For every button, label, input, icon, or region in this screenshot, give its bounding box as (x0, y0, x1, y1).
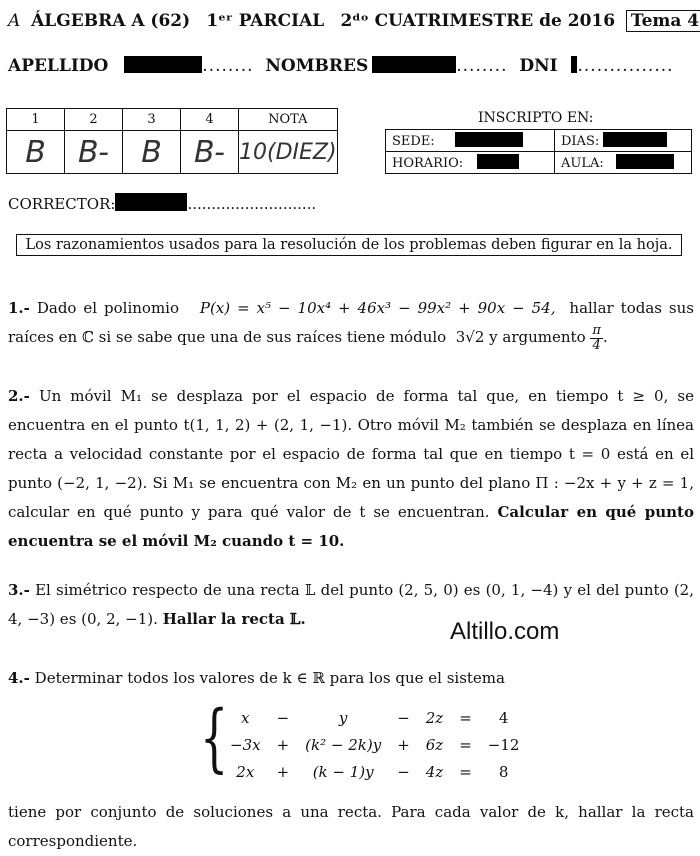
horario-cell (386, 152, 555, 174)
problem-1-body: hallar todas sus raíces en ℂ si se sabe que una de sus raíces tiene módulo (8, 299, 694, 346)
nombres-label: NOMBRES (265, 56, 369, 76)
corrector-label: CORRECTOR: (8, 195, 116, 213)
system-equals: = (459, 708, 472, 727)
grade-value: B- (181, 131, 239, 174)
grades-table (6, 108, 338, 174)
grade-value: B (7, 131, 65, 174)
aula-redacted (616, 154, 674, 169)
exam-term: 2ᵈᵒ CUATRIMESTRE de 2016 (340, 11, 616, 31)
apellido-redacted (124, 56, 202, 73)
system-row (222, 758, 527, 785)
system-op: − (397, 708, 410, 727)
sede-label: SEDE: (392, 134, 435, 149)
apellido-label: APELLIDO (8, 56, 109, 76)
system-term: 2z (425, 708, 444, 727)
sede-redacted (455, 132, 523, 147)
system-equals: = (459, 762, 472, 781)
aula-cell (555, 152, 692, 174)
dni-dots: ............... (577, 56, 674, 76)
corrector-redacted (115, 193, 187, 211)
inscripto-table (385, 129, 692, 174)
dias-label: DIAS: (561, 134, 600, 149)
instructions-notice: Los razonamientos usados para la resolución de los problemas deben figurar en la hoja. (16, 234, 682, 256)
exam-header (8, 10, 700, 32)
problem-number: 4.- (8, 669, 30, 687)
grade-header: NOTA (239, 109, 338, 131)
system-op: − (276, 708, 290, 727)
system-op: − (397, 762, 410, 781)
problem-1-intro: Dado el polinomio (36, 299, 179, 317)
problem-3 (8, 576, 694, 634)
dias-cell (555, 130, 692, 152)
system-op: + (397, 735, 410, 754)
corrector-dots: ........................... (187, 195, 317, 213)
grade-header: 2 (65, 109, 123, 131)
grade-header: 1 (7, 109, 65, 131)
corrector-line (8, 193, 316, 213)
altillo-watermark: Altillo.com (450, 618, 560, 645)
modulus: 3√2 (455, 328, 485, 346)
grade-header: 4 (181, 109, 239, 131)
nombres-dots: ........ (456, 56, 508, 76)
grade-value: B (123, 131, 181, 174)
dias-redacted (603, 132, 667, 147)
system-rhs: 4 (498, 708, 509, 727)
system-op: + (276, 735, 290, 754)
polynomial: P(x) = x⁵ − 10x⁴ + 46x³ − 99x² + 90x − 54, (199, 299, 556, 317)
problem-3-body: El simétrico respecto de una recta 𝕃 del punto (2, 5, 0) es (0, 1, −4) y el del punto (2, 4, −3) es (0, 2, −1). (8, 581, 694, 628)
problem-4-conclusion: tiene por conjunto de soluciones a una recta. Para cada valor de k, hallar la recta correspondiente. (8, 803, 694, 850)
problem-3-bold: Hallar la recta 𝕃. (162, 610, 306, 628)
header-prefix: A (8, 11, 21, 31)
argument-fraction (590, 324, 603, 353)
problem-4 (8, 664, 694, 693)
system-term: y (338, 708, 348, 727)
grade-value: B- (65, 131, 123, 174)
system-op: + (276, 762, 290, 781)
apellido-dots: ........ (202, 56, 254, 76)
problem-number: 2.- (8, 387, 30, 405)
problem-2-body: Un móvil M₁ se desplaza por el espacio de forma tal que, en tiempo t ≥ 0, se encuentra en el punto t(1, 1, 2) + (2, 1, −1). Otro móvil M₂ también se desplaza en línea recta a velocidad constante por el espacio de forma tal que en tiempo t = 0 está en el punto (−2, 1, −2). Si M₁ se encuentra con M₂ en un punto del plano Π : −2x + y + z = 1, calcular en qué punto y para qué valor de t se encuentran. (8, 387, 694, 521)
horario-label: HORARIO: (392, 156, 464, 171)
course-title: ÁLGEBRA A (62) (31, 11, 191, 31)
fraction-numerator: π (592, 322, 601, 338)
horario-redacted (477, 154, 519, 169)
problem-1-argument-label: y argumento (489, 328, 586, 346)
system-row (222, 731, 527, 758)
tema-badge: Tema 4 (626, 10, 700, 32)
system-term: 6z (425, 735, 444, 754)
system-table (222, 704, 527, 785)
problem-2-bold: Calcular en qué punto encuentra se el móvil M₂ cuando t = 10. (8, 503, 694, 550)
system-rhs: −12 (487, 735, 520, 754)
system-equals: = (459, 735, 472, 754)
system-term: (k² − 2k)y (305, 735, 382, 754)
problem-1: 1.- Dado el polinomio P(x) = x⁵ − 10x⁴ + 46x³ − 99x² + 90x − 54, hallar todas sus raíces en ℂ si se sabe que una de sus raíces tiene módulo 3√2 y argumento $\frac{\pi}{4}$ . (8, 299, 694, 353)
system-term: −3x (230, 735, 261, 754)
grade-header: 3 (123, 109, 181, 131)
nombres-redacted (372, 56, 456, 73)
problem-number: 3.- (8, 581, 30, 599)
problem-4-body: Determinar todos los valores de k ∈ ℝ para los que el sistema (34, 669, 505, 687)
system-row (222, 704, 527, 731)
problem-2 (8, 382, 694, 556)
identity-line (8, 56, 698, 76)
final-grade: 10(DIEZ) (239, 131, 338, 174)
problem-number: 1.- (8, 299, 30, 317)
aula-label: AULA: (561, 156, 604, 171)
system-term: x (241, 708, 250, 727)
exam-name: 1ᵉʳ PARCIAL (206, 11, 325, 31)
system-term: 2x (236, 762, 255, 781)
system-rhs: 8 (498, 762, 509, 781)
inscripto-title: INSCRIPTO EN: (478, 110, 594, 126)
system-term: (k − 1)y (312, 762, 374, 781)
fraction-denominator: 4 (592, 337, 601, 353)
system-brace: { (200, 695, 229, 781)
sede-cell (386, 130, 555, 152)
dni-label: DNI (519, 56, 558, 76)
system-term: 4z (425, 762, 444, 781)
